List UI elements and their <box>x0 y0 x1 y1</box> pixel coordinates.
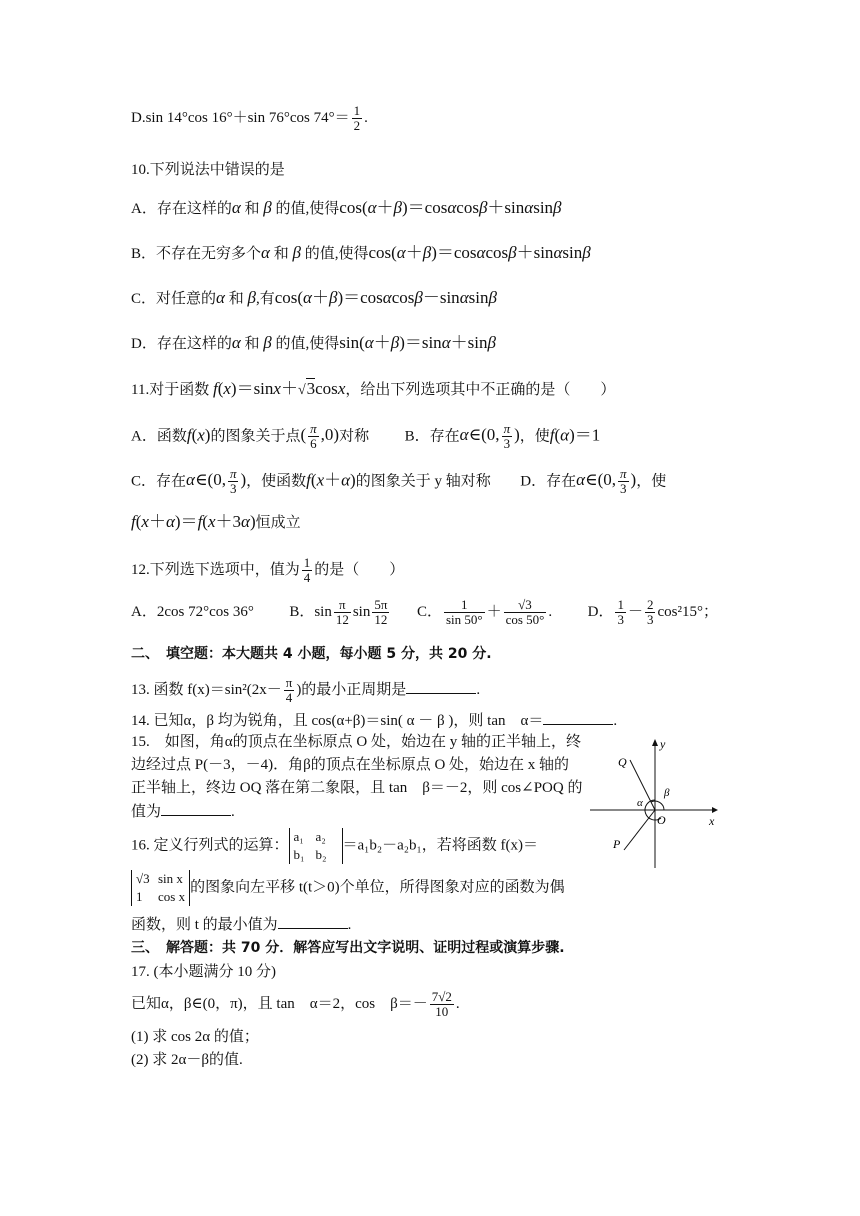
q11-option-ab: A．函数f(x)的图象关于点( $\frac{\pi}{6}$ ,0)对称 B．存在α∈(0, $\frac{\pi}{3}$ )，使f(α)＝1 <box>131 421 601 451</box>
fraction: $\frac{1}{2}$ <box>353 103 361 133</box>
q15-line-4: 值为 . <box>131 801 235 822</box>
q16-line-1: 16. 定义行列式的运算： a₁ a₂ b₁ b₂ ＝a₁b₂－a₂b₁，若将函数 f(x)＝ <box>131 829 538 862</box>
section-2-heading: 二、 填空题：本大题共 4 小题，每小题 5 分，共 20 分. <box>131 646 492 662</box>
answer-blank <box>406 679 476 694</box>
q17-part-2: (2) 求 2α－β的值. <box>131 1052 243 1068</box>
q17-given: 已知α，β∈(0，π)，且 tan α＝2，cos β＝－ $\frac{7√2}{10}$ . <box>131 989 460 1019</box>
angle-figure <box>588 736 728 868</box>
q10-option-c: C．对任意的α 和 β,有cos(α＋β)＝cosαcosβ－sinαsinβ <box>131 288 497 307</box>
label-y: y <box>660 737 666 751</box>
q14: 14. 已知α，β 均为锐角，且 cos(α+β)＝sin( α － β )，则 tan α＝ . <box>131 710 617 731</box>
label-beta: β <box>664 787 670 799</box>
label-q: Q <box>618 755 627 769</box>
label-p: P <box>613 837 621 851</box>
determinant-function: √3 sin x 1 cos x <box>131 870 190 906</box>
q9-option-d: D.sin 14°cos 16°＋sin 76°cos 74°＝ $\frac{1}{2}$ . <box>131 103 368 133</box>
q16-line-2: √3 sin x 1 cos x 的图象向左平移 t(t＞0)个单位，所得图象对应的函数为偶 <box>131 870 565 906</box>
determinant-definition: a₁ a₂ b₁ b₂ <box>289 828 343 864</box>
q10-stem: 10.下列说法中错误的是 <box>131 162 285 178</box>
answer-blank <box>161 801 231 816</box>
ray-op <box>624 810 655 850</box>
answer-blank <box>278 914 348 929</box>
q15-line-1: 15. 如图，角α的顶点在坐标原点 O 处，始边在 y 轴的正半轴上，终 <box>131 734 581 750</box>
q16-line-3: 函数，则 t 的最小值为 . <box>131 914 351 935</box>
label-alpha: α <box>637 797 643 809</box>
q11-stem: 11.对于函数 f(x)＝sinx＋√3cosx，给出下列选项其中不正确的是（ ） <box>131 379 616 398</box>
q10-option-d: D．存在这样的α 和 β 的值,使得sin(α＋β)＝sinα＋sinβ <box>131 333 496 352</box>
q13: 13. 函数 f(x)＝sin²(2x－ $\frac{\pi}{4}$ )的最小正周期是 . <box>131 675 481 705</box>
q17-part-1: (1) 求 cos 2α 的值； <box>131 1029 259 1045</box>
label-x: x <box>709 814 715 828</box>
answer-blank <box>543 710 613 725</box>
q15-line-2: 边经过点 P(－3，－4)．角β的顶点在坐标原点 O 处，始边在 x 轴的 <box>131 757 570 773</box>
section-3-heading: 三、 解答题：共 70 分．解答应写出文字说明、证明过程或演算步骤. <box>131 940 565 956</box>
q11-option-cd: C．存在α∈(0, $\frac{\pi}{3}$ )，使函数f(x＋α)的图象关于 y 轴对称 D．存在α∈(0, $\frac{\pi}{3}$ )，使 <box>131 466 667 496</box>
q12-options: A．2cos 72°cos 36° B．sin $\frac{\pi}{12}$ sin $\frac{5\pi}{12}$ C． $\frac{1}{\sin 50^\circ}$ ＋ $\frac{√3}{\cos 50^\circ}$ . D． $\frac{1}{3}$ － $\frac{2}{3}$ cos²15°； <box>131 597 718 627</box>
x-axis-arrow <box>712 807 718 813</box>
q12-stem: 12.下列选下选项中，值为 $\frac{1}{4}$ 的是（ ） <box>131 555 405 585</box>
q10-option-b: B．不存在无穷多个α 和 β 的值,使得cos(α＋β)＝cosαcosβ＋sinαsinβ <box>131 243 591 262</box>
y-axis-arrow <box>652 739 658 746</box>
q15-line-3: 正半轴上，终边 OQ 落在第二象限，且 tan β＝－2，则 cos∠POQ 的 <box>131 780 583 796</box>
label-o: O <box>657 813 666 827</box>
q10-option-a: A．存在这样的α 和 β 的值,使得cos(α＋β)＝cosαcosβ＋sinαsinβ <box>131 198 562 217</box>
q17-title: 17. (本小题满分 10 分) <box>131 964 276 980</box>
q11-option-d-cont: f(x＋α)＝f(x＋3α)恒成立 <box>131 512 301 531</box>
